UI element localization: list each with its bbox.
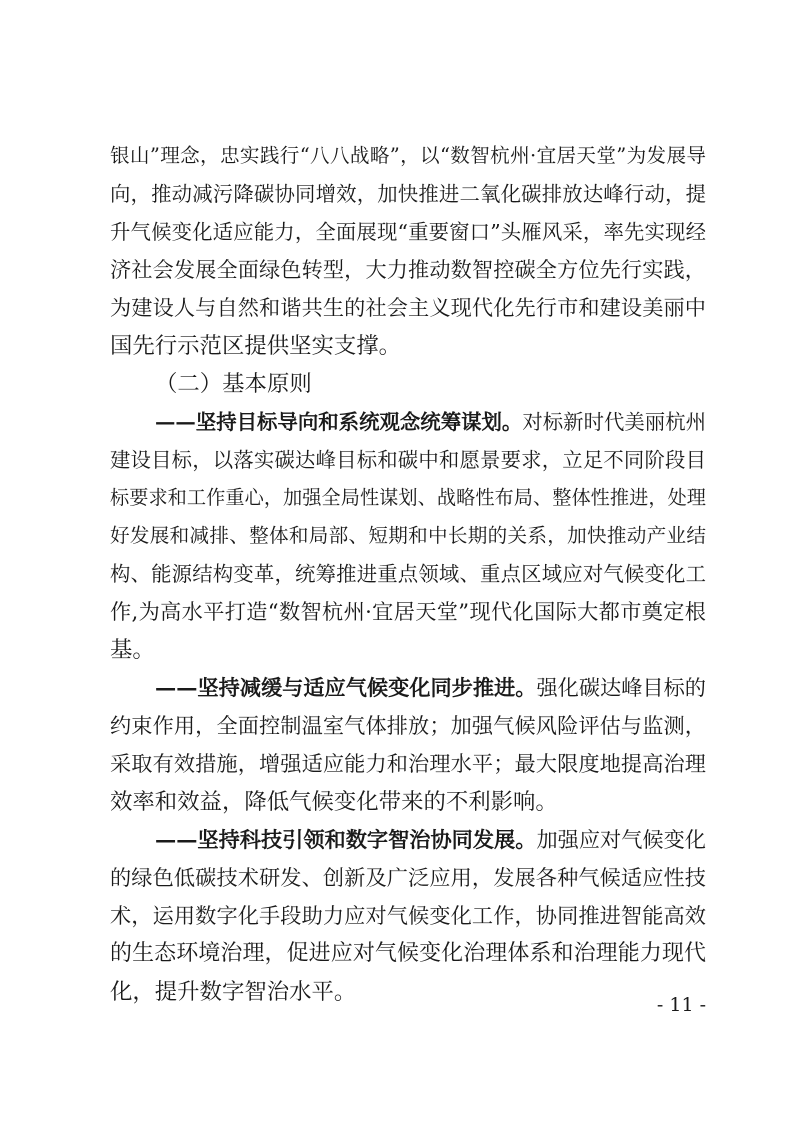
- section-heading-text: （二）基本原则: [155, 371, 312, 397]
- principle-text: 加强应对气候变化: [536, 827, 706, 852]
- paragraph-line: 化，提升数字智治水平。: [110, 979, 357, 1005]
- paragraph-line: 为建设人与自然和谐共生的社会主义现代化先行市和建设美丽中: [110, 295, 706, 320]
- principle-2: [110, 669, 706, 821]
- paragraph-line: 好发展和减排、整体和局部、短期和中长期的关系，加快推动产业结: [110, 524, 706, 547]
- paragraph-line: 效率和效益，降低气候变化带来的不利影响。: [110, 789, 558, 815]
- paragraph-line: 标要求和工作重心，加强全局性谋划、战略性布局、整体性推进，处理: [110, 486, 706, 509]
- paragraph-line: 银山”理念，忠实践行“八八战略”，以“数智杭州·宜居天堂”为发展导: [110, 144, 706, 167]
- principle-first-line: [110, 669, 706, 707]
- paragraph-line: 构、能源结构变革，统筹推进重点领域、重点区域应对气候变化工: [110, 562, 706, 586]
- paragraph-line: 约束作用，全面控制温室气体排放；加强气候风险评估与监测，: [110, 713, 706, 738]
- paragraph-line: 作,为高水平打造“数智杭州·宜居天堂”现代化国际大都市奠定根: [110, 599, 706, 624]
- principle-3: [110, 821, 706, 1011]
- principle-text: 对标新时代美丽杭州: [522, 410, 706, 434]
- paragraph-intro: [110, 137, 706, 365]
- paragraph-line: 升气候变化适应能力，全面展现“重要窗口”头雁风采，率先实现经: [110, 220, 706, 244]
- paragraph-line: 的绿色低碳技术研发、创新及广泛应用，发展各种气候适应性技: [110, 865, 706, 890]
- paragraph-line: 向，推动减污降碳协同增效，加快推进二氧化碳排放达峰行动，提: [110, 182, 706, 206]
- principle-first-line: [110, 821, 706, 859]
- paragraph-line: 基。: [110, 637, 155, 663]
- page-number: - 11 -: [656, 994, 706, 1016]
- section-heading: [110, 365, 706, 403]
- paragraph-line: 采取有效措施，增强适应能力和治理水平；最大限度地提高治理: [110, 751, 706, 776]
- principle-title: ——坚持目标导向和系统观念统筹谋划。: [155, 410, 523, 434]
- principle-title: ——坚持减缓与适应气候变化同步推进。: [155, 675, 537, 700]
- principle-first-line: [110, 403, 706, 441]
- paragraph-line: 国先行示范区提供坚实支撑。: [110, 333, 402, 359]
- principle-1: [110, 403, 706, 669]
- paragraph-line: 的生态环境治理，促进应对气候变化治理体系和治理能力现代: [110, 941, 706, 966]
- paragraph-line: 济社会发展全面绿色转型，大力推动数智控碳全方位先行实践，: [110, 257, 706, 282]
- principle-title: ——坚持科技引领和数字智治协同发展。: [155, 827, 537, 852]
- paragraph-line: 建设目标，以落实碳达峰目标和碳中和愿景要求，立足不同阶段目: [110, 448, 706, 472]
- paragraph-line: 术，运用数字化手段助力应对气候变化工作，协同推进智能高效: [110, 903, 706, 928]
- principle-text: 强化碳达峰目标的: [536, 675, 706, 700]
